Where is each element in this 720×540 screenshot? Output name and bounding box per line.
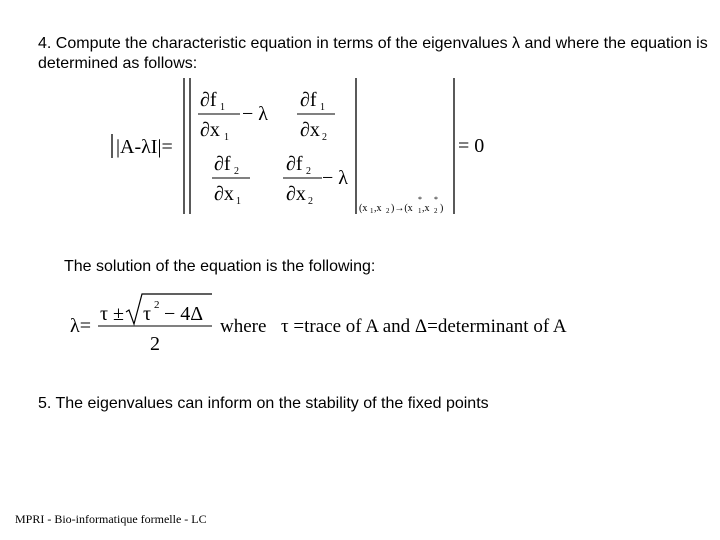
solution-text: The solution of the equation is the following:: [64, 258, 376, 275]
formula-lhs: λ=: [70, 315, 91, 337]
svg-text:1: 1: [220, 102, 225, 113]
evaluation-point: [359, 195, 443, 215]
formula-definitions: τ =trace of A and Δ=determinant of A: [281, 316, 567, 337]
svg-text:*: *: [434, 195, 438, 204]
svg-text:2: 2: [306, 166, 311, 177]
step-4-text: 4. Compute the characteristic equation in terms of the eigenvalues λ and where the equation is determined as follows:: [38, 35, 708, 72]
footer-text: MPRI - Bio-informatique formelle - LC: [15, 512, 207, 526]
svg-text:): ): [440, 203, 444, 214]
svg-text:2: 2: [308, 196, 313, 207]
matrix-entry-21: [212, 153, 250, 207]
step-5-text: 5. The eigenvalues can inform on the stability of the fixed points: [38, 395, 489, 412]
svg-text:∂f: ∂f: [300, 89, 317, 111]
svg-text:∂x: ∂x: [200, 119, 220, 141]
svg-text:− λ: − λ: [322, 167, 348, 189]
svg-text:*: *: [418, 195, 422, 204]
svg-text:− λ: − λ: [242, 103, 268, 125]
eigenvalue-formula: [0, 288, 720, 360]
svg-text:2: 2: [322, 132, 327, 143]
equation-lhs: |A-λI|=: [116, 136, 173, 158]
svg-text:2: 2: [386, 207, 390, 215]
svg-text:)→(x: )→(x: [391, 203, 413, 214]
svg-text:∂x: ∂x: [286, 183, 306, 205]
svg-text:2: 2: [154, 299, 160, 311]
equation-rhs: = 0: [458, 135, 485, 157]
matrix-entry-12: [297, 89, 335, 143]
svg-text:τ: τ: [143, 303, 152, 325]
characteristic-equation: [0, 72, 720, 222]
svg-text:∂f: ∂f: [286, 153, 303, 175]
svg-text:∂f: ∂f: [214, 153, 231, 175]
formula-numerator-tau: τ ±: [100, 303, 125, 325]
formula-denominator: 2: [150, 333, 160, 355]
svg-text:2: 2: [234, 166, 239, 177]
svg-text:1: 1: [418, 207, 422, 215]
svg-text:(x: (x: [359, 203, 368, 214]
matrix-entry-11: [198, 89, 268, 143]
svg-text:1: 1: [370, 207, 374, 215]
svg-text:− 4Δ: − 4Δ: [164, 303, 204, 325]
svg-text:,x: ,x: [422, 203, 430, 214]
svg-text:,x: ,x: [374, 203, 382, 214]
svg-text:∂f: ∂f: [200, 89, 217, 111]
svg-text:∂x: ∂x: [214, 183, 234, 205]
matrix-entry-22: [283, 153, 348, 207]
svg-text:1: 1: [224, 132, 229, 143]
formula-where: where: [220, 316, 267, 337]
svg-text:1: 1: [320, 102, 325, 113]
svg-text:1: 1: [236, 196, 241, 207]
svg-text:∂x: ∂x: [300, 119, 320, 141]
svg-text:2: 2: [434, 207, 438, 215]
